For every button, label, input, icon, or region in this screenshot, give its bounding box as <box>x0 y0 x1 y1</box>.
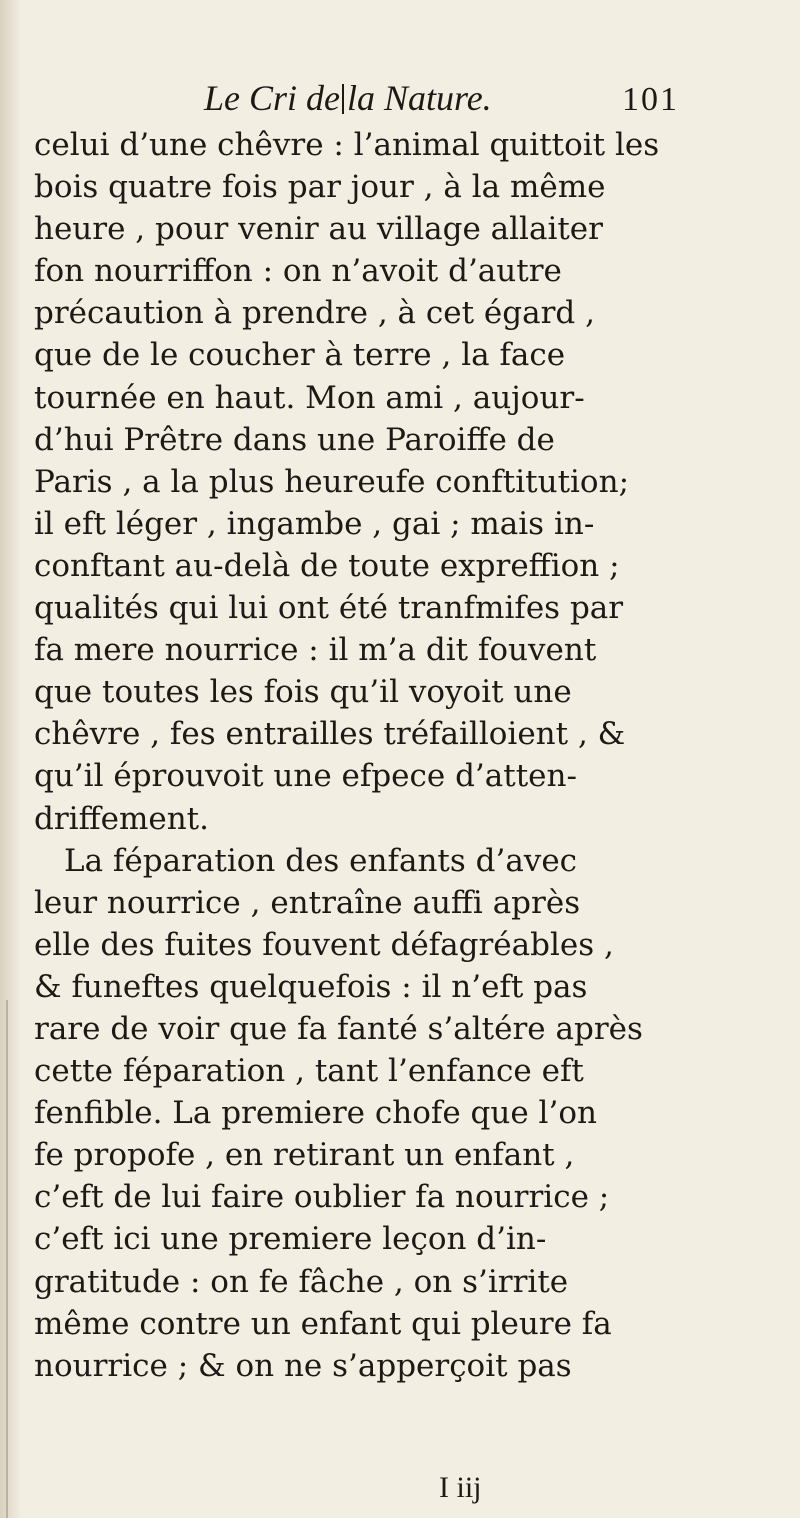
text-line-8: d’hui Prêtre dans une Paroiffe de <box>34 421 555 458</box>
text-line-24: fenfible. La premiere chofe que l’on <box>34 1095 597 1132</box>
text-line-15: chêvre , fes entrailles tréfailloient , & <box>34 716 626 753</box>
text-line-18: La féparation des enfants d’avec <box>64 842 578 879</box>
text-line-21: & funeftes quelquefois : il n’eft pas <box>34 968 588 1005</box>
text-line-9: Paris , a la plus heureufe conftitution; <box>34 463 630 500</box>
body-text <box>34 124 784 1387</box>
running-head <box>204 78 492 118</box>
text-line-11: conftant au-delà de toute expreffion ; <box>34 547 620 584</box>
text-line-28: gratitude : on fe fâche , on s’irrite <box>34 1263 569 1300</box>
text-line-26: c’eft de lui faire oublier fa nourrice ; <box>34 1179 610 1216</box>
signature-mark: I iij <box>439 1471 482 1504</box>
text-line-22: rare de voir que fa fanté s’altére après <box>34 1010 643 1047</box>
text-line-7: tournée en haut. Mon ami , aujour- <box>34 379 585 416</box>
text-line-17: driffement. <box>34 800 209 837</box>
text-line-12: qualités qui lui ont été tranfmifes par <box>34 590 624 627</box>
book-page <box>34 0 786 1518</box>
text-line-19: leur nourrice , entraîne auffi après <box>34 884 581 921</box>
text-line-1: celui d’une chêvre : l’animal quittoit les <box>34 127 660 163</box>
page-gutter-shadow <box>0 0 22 1518</box>
binding-edge-line <box>6 1000 8 1518</box>
text-line-2: bois quatre fois par jour , à la même <box>34 169 606 206</box>
gutter-mark <box>342 84 344 114</box>
text-line-3: heure , pour venir au village allaiter <box>34 211 603 248</box>
text-line-10: il eft léger , ingambe , gai ; mais in- <box>34 505 595 542</box>
running-title-part2: la Nature. <box>347 78 492 118</box>
text-line-14: que toutes les fois qu’il voyoit une <box>34 674 572 711</box>
text-line-29: même contre un enfant qui pleure fa <box>34 1305 612 1342</box>
text-line-25: fe propofe , en retirant un enfant , <box>34 1137 575 1174</box>
text-line-16: qu’il éprouvoit une efpece d’atten- <box>34 758 577 795</box>
text-line-30: nourrice ; & on ne s’apperçoit pas <box>34 1347 572 1384</box>
text-line-6: que de le coucher à terre , la face <box>34 337 566 374</box>
text-line-4: fon nourriffon : on n’avoit d’autre <box>34 253 562 290</box>
text-line-27: c’eft ici une premiere leçon d’in- <box>34 1221 547 1258</box>
text-line-23: cette féparation , tant l’enfance eft <box>34 1053 584 1090</box>
page-number: 101 <box>622 81 679 118</box>
running-title-part1: Le Cri de <box>204 78 341 118</box>
text-line-5: précaution à prendre , à cet égard , <box>34 295 595 332</box>
text-line-13: fa mere nourrice : il m’a dit fouvent <box>34 632 597 669</box>
text-line-20: elle des fuites fouvent défagréables , <box>34 926 614 963</box>
